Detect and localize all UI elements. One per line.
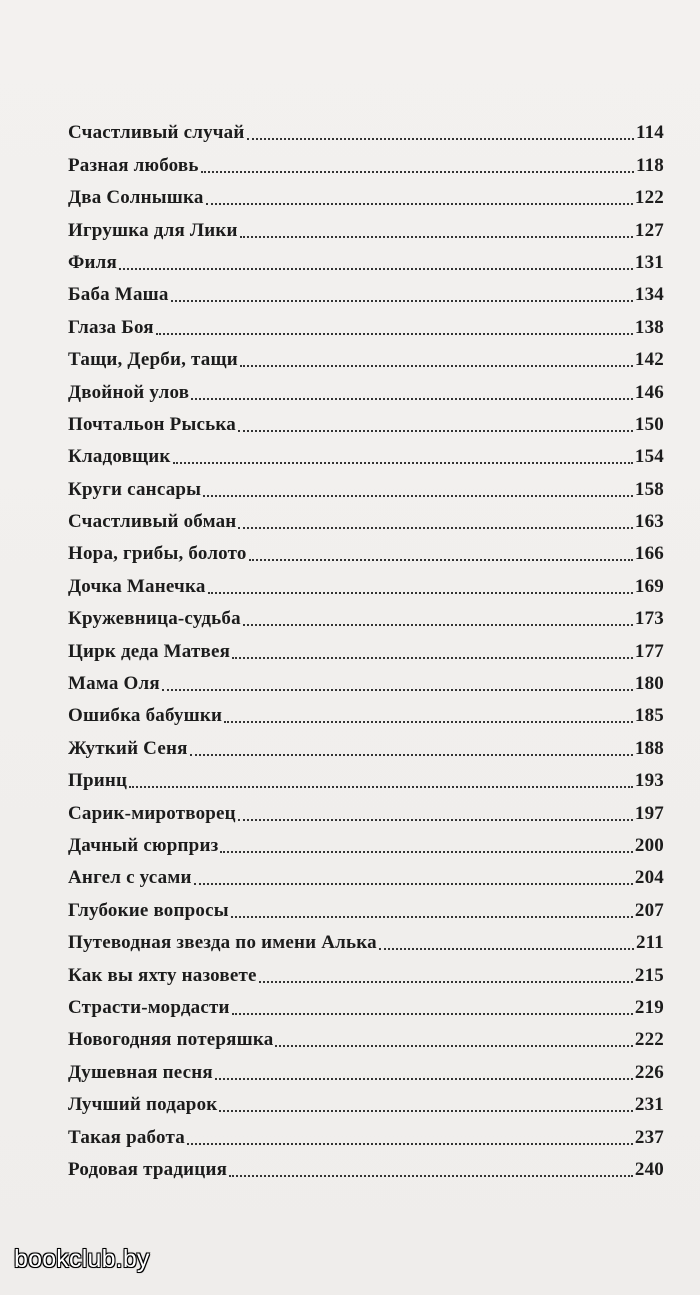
toc-entry (68, 278, 664, 310)
toc-dot-leader (156, 333, 633, 335)
toc-dot-leader (187, 1143, 633, 1145)
toc-dot-leader (191, 398, 633, 400)
toc-entry (68, 148, 664, 180)
toc-entry (68, 408, 664, 440)
toc-dot-leader (171, 300, 633, 302)
toc-entry (68, 246, 664, 278)
toc-entry (68, 602, 664, 634)
toc-dot-leader (162, 689, 633, 691)
toc-entry-title: Нора, грибы, болото (68, 543, 247, 565)
toc-entry-title: Дочка Манечка (68, 575, 206, 597)
toc-entry-title: Игрушка для Лики (68, 219, 238, 241)
toc-entry-page: 222 (634, 1029, 664, 1051)
toc-entry (68, 375, 664, 407)
toc-entry-page: 197 (634, 802, 664, 824)
toc-entry-title: Глубокие вопросы (68, 899, 229, 921)
toc-entry (68, 634, 664, 666)
toc-entry (68, 472, 664, 504)
toc-entry-title: Принц (68, 770, 128, 792)
toc-dot-leader (201, 171, 634, 173)
toc-entry-page: 200 (634, 834, 664, 856)
toc-entry (68, 1023, 664, 1055)
toc-entry-page: 185 (634, 705, 664, 727)
toc-entry (68, 1088, 664, 1120)
toc-entry-page: 142 (634, 349, 664, 371)
toc-entry-title: Филя (68, 251, 118, 273)
toc-entry (68, 537, 664, 569)
toc-entry-title: Круги сансары (68, 478, 202, 500)
toc-entry-title: Разная любовь (68, 154, 199, 176)
toc-entry (68, 667, 664, 699)
toc-entry-page: 215 (634, 964, 664, 986)
toc-dot-leader (208, 592, 633, 594)
toc-entry (68, 213, 664, 245)
toc-dot-leader (243, 624, 633, 626)
toc-entry (68, 764, 664, 796)
toc-entry (68, 829, 664, 861)
toc-entry-page: 118 (635, 154, 664, 176)
toc-entry-title: Цирк деда Матвея (68, 640, 231, 662)
toc-dot-leader (238, 430, 633, 432)
table-of-contents (68, 116, 664, 1185)
toc-entry-title: Душевная песня (68, 1061, 213, 1083)
toc-entry (68, 861, 664, 893)
toc-entry (68, 1055, 664, 1087)
toc-entry-page: 226 (634, 1061, 664, 1083)
toc-entry-title: Глаза Боя (68, 316, 154, 338)
toc-entry-page: 134 (634, 284, 664, 306)
toc-entry-title: Кладовщик (68, 446, 171, 468)
toc-entry-title: Двойной улов (68, 381, 190, 403)
toc-entry-page: 169 (634, 575, 664, 597)
toc-dot-leader (219, 1110, 632, 1112)
toc-dot-leader (224, 721, 633, 723)
toc-entry (68, 440, 664, 472)
toc-entry-page: 177 (634, 640, 664, 662)
toc-entry-page: 204 (634, 867, 664, 889)
toc-dot-leader (249, 559, 633, 561)
toc-entry-title: Сарик-миротворец (68, 802, 236, 824)
toc-entry-page: 114 (635, 122, 664, 144)
toc-entry-page: 138 (634, 316, 664, 338)
toc-entry (68, 1153, 664, 1185)
toc-entry-page: 231 (634, 1094, 664, 1116)
toc-dot-leader (240, 365, 633, 367)
toc-entry (68, 991, 664, 1023)
toc-entry-page: 193 (634, 770, 664, 792)
toc-entry-title: Баба Маша (68, 284, 169, 306)
toc-dot-leader (232, 1013, 633, 1015)
toc-entry-page: 188 (634, 737, 664, 759)
toc-entry-title: Почтальон Рыська (68, 413, 236, 435)
toc-entry-page: 131 (634, 251, 664, 273)
toc-dot-leader (215, 1078, 633, 1080)
toc-entry (68, 926, 664, 958)
toc-entry-page: 150 (634, 413, 664, 435)
toc-entry-title: Тащи, Дерби, тащи (68, 349, 238, 371)
toc-entry (68, 699, 664, 731)
toc-entry-title: Такая работа (68, 1126, 185, 1148)
toc-entry (68, 893, 664, 925)
toc-dot-leader (229, 1175, 633, 1177)
toc-entry-title: Ошибка бабушки (68, 705, 223, 727)
toc-entry-page: 158 (634, 478, 664, 500)
toc-entry-page: 127 (634, 219, 664, 241)
toc-entry-page: 240 (634, 1158, 664, 1180)
toc-dot-leader (247, 138, 634, 140)
toc-entry-title: Счастливый обман (68, 511, 237, 533)
toc-dot-leader (194, 883, 633, 885)
toc-entry (68, 569, 664, 601)
toc-entry (68, 310, 664, 342)
toc-entry-page: 211 (635, 932, 664, 954)
toc-dot-leader (231, 916, 633, 918)
toc-entry (68, 958, 664, 990)
toc-entry-page: 219 (634, 996, 664, 1018)
toc-dot-leader (129, 786, 633, 788)
toc-dot-leader (379, 948, 634, 950)
toc-dot-leader (232, 657, 633, 659)
toc-dot-leader (220, 851, 632, 853)
toc-entry-page: 154 (634, 446, 664, 468)
toc-entry-title: Как вы яхту назовете (68, 964, 257, 986)
toc-entry-page: 173 (634, 608, 664, 630)
toc-entry-page: 207 (634, 899, 664, 921)
toc-dot-leader (238, 819, 633, 821)
toc-entry-title: Лучший подарок (68, 1094, 218, 1116)
toc-entry-page: 146 (634, 381, 664, 403)
toc-dot-leader (190, 754, 633, 756)
toc-entry (68, 343, 664, 375)
toc-entry-title: Новогодняя потеряшка (68, 1029, 274, 1051)
toc-entry-title: Жуткий Сеня (68, 737, 188, 759)
toc-entry-page: 166 (634, 543, 664, 565)
toc-entry-title: Путеводная звезда по имени Алька (68, 932, 377, 954)
toc-dot-leader (238, 527, 632, 529)
toc-dot-leader (119, 268, 633, 270)
toc-entry-title: Дачный сюрприз (68, 834, 219, 856)
toc-dot-leader (173, 462, 633, 464)
toc-entry (68, 1120, 664, 1152)
toc-entry-title: Кружевница-судьба (68, 608, 241, 630)
toc-entry (68, 181, 664, 213)
toc-dot-leader (240, 236, 633, 238)
toc-dot-leader (275, 1045, 632, 1047)
toc-entry-title: Счастливый случай (68, 122, 245, 144)
watermark: bookclub.by (14, 1245, 150, 1273)
toc-entry-page: 237 (634, 1126, 664, 1148)
toc-entry-title: Мама Оля (68, 673, 160, 695)
toc-dot-leader (259, 981, 633, 983)
toc-entry-title: Ангел с усами (68, 867, 192, 889)
toc-entry-page: 163 (634, 511, 664, 533)
toc-dot-leader (206, 203, 633, 205)
toc-entry-page: 122 (634, 187, 664, 209)
toc-entry (68, 796, 664, 828)
toc-entry-page: 180 (634, 673, 664, 695)
toc-entry-title: Родовая традиция (68, 1158, 228, 1180)
toc-entry-title: Два Солнышка (68, 187, 204, 209)
toc-dot-leader (203, 495, 633, 497)
toc-entry-title: Страсти-мордасти (68, 996, 230, 1018)
toc-entry (68, 731, 664, 763)
toc-entry (68, 505, 664, 537)
toc-entry (68, 116, 664, 148)
